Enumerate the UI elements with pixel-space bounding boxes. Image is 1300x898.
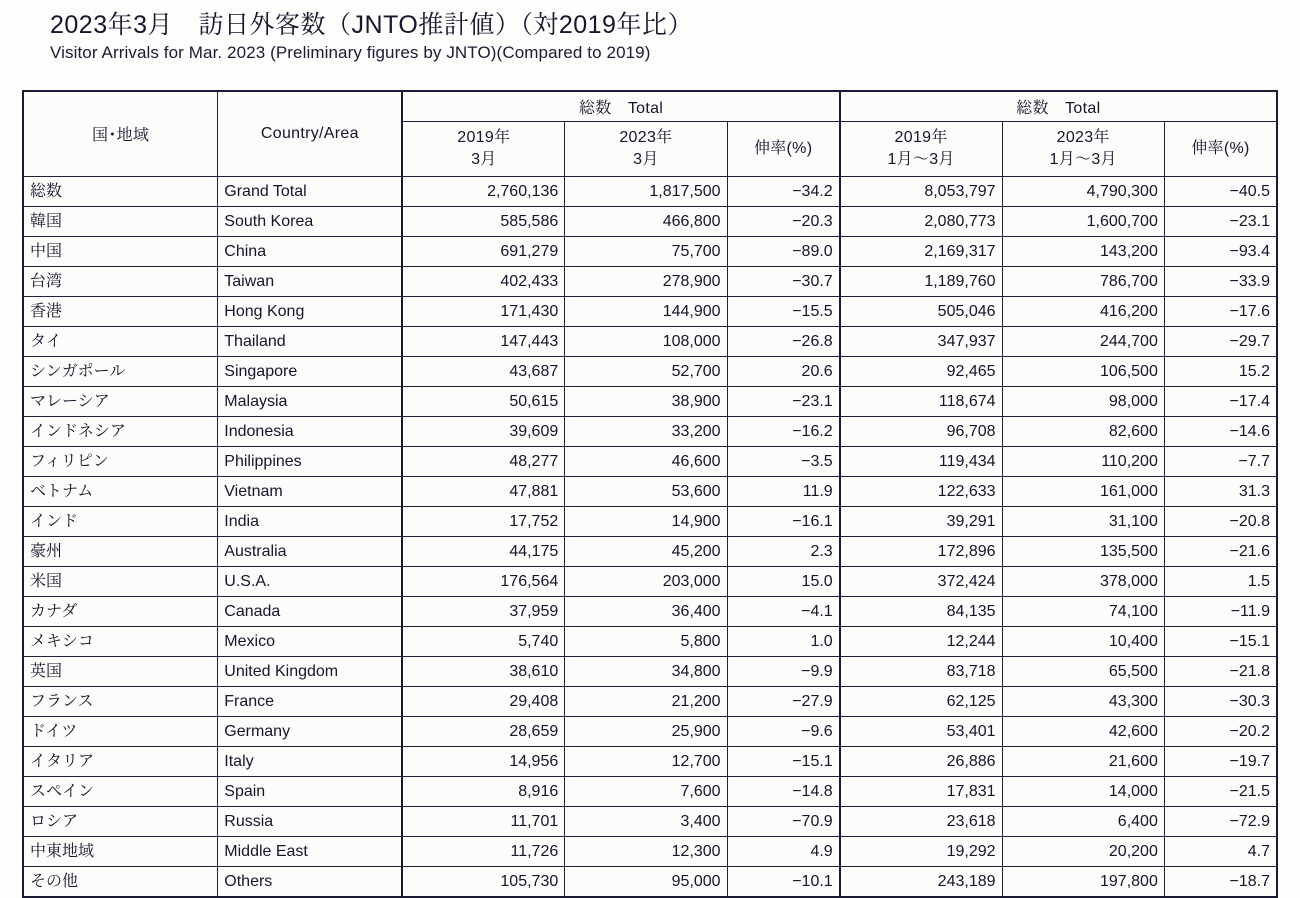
cell-2019-q1: 19,292 [840,836,1002,866]
table-row [23,716,1277,746]
cell-2023-q1: 110,200 [1002,446,1164,476]
cell-2023-q1: 135,500 [1002,536,1164,566]
cell-country-ja: その他 [23,866,218,897]
cell-2023-march: 7,600 [565,776,727,806]
header-row-groups [23,91,1277,121]
table-row [23,806,1277,836]
cell-growth-q1: −40.5 [1164,176,1277,206]
cell-2023-march: 25,900 [565,716,727,746]
visitor-arrivals-table [22,90,1278,898]
header-2023-q1-line1: 2023年 [1056,128,1110,146]
cell-2023-march: 34,800 [565,656,727,686]
cell-2019-march: 44,175 [402,536,564,566]
cell-growth-q1: −11.9 [1164,596,1277,626]
page-title-english: Visitor Arrivals for Mar. 2023 (Preliminary figures by JNTO)(Compared to 2019) [50,43,651,63]
cell-2023-q1: 4,790,300 [1002,176,1164,206]
cell-growth-q1: −72.9 [1164,806,1277,836]
cell-2019-q1: 84,135 [840,596,1002,626]
cell-growth-q1: −23.1 [1164,206,1277,236]
cell-2023-q1: 143,200 [1002,236,1164,266]
cell-country-en: Indonesia [218,416,403,446]
cell-growth-q1: −15.1 [1164,626,1277,656]
cell-2023-q1: 21,600 [1002,746,1164,776]
cell-country-ja: 米国 [23,566,218,596]
table-row [23,386,1277,416]
cell-growth-q1: −20.2 [1164,716,1277,746]
cell-country-ja: タイ [23,326,218,356]
cell-country-ja: インドネシア [23,416,218,446]
cell-2023-q1: 378,000 [1002,566,1164,596]
cell-country-en: Hong Kong [218,296,403,326]
cell-2019-march: 11,701 [402,806,564,836]
cell-country-en: Thailand [218,326,403,356]
cell-growth-q1: −17.6 [1164,296,1277,326]
header-2023-march [565,121,727,176]
cell-growth-q1: 1.5 [1164,566,1277,596]
cell-2019-q1: 83,718 [840,656,1002,686]
cell-country-en: Middle East [218,836,403,866]
cell-growth-march: −10.1 [727,866,840,897]
cell-2023-march: 33,200 [565,416,727,446]
title-block [0,0,1300,63]
cell-growth-q1: −29.7 [1164,326,1277,356]
cell-2023-march: 3,400 [565,806,727,836]
cell-country-ja: 中東地域 [23,836,218,866]
header-growth-rate-march: 伸率(%) [727,121,840,176]
cell-growth-q1: −93.4 [1164,236,1277,266]
cell-growth-march: −30.7 [727,266,840,296]
cell-growth-q1: −21.8 [1164,656,1277,686]
cell-country-en: Italy [218,746,403,776]
header-2023-q1 [1002,121,1164,176]
table-row [23,656,1277,686]
cell-country-ja: 韓国 [23,206,218,236]
cell-2019-march: 176,564 [402,566,564,596]
table-row [23,416,1277,446]
table-row [23,596,1277,626]
header-country-en: Country/Area [218,91,403,176]
cell-country-en: Canada [218,596,403,626]
cell-2019-q1: 17,831 [840,776,1002,806]
cell-growth-march: −26.8 [727,326,840,356]
cell-2019-q1: 119,434 [840,446,1002,476]
cell-2023-march: 108,000 [565,326,727,356]
cell-country-en: Malaysia [218,386,403,416]
cell-2023-march: 1,817,500 [565,176,727,206]
cell-2019-march: 2,760,136 [402,176,564,206]
cell-growth-q1: −20.8 [1164,506,1277,536]
cell-2023-q1: 197,800 [1002,866,1164,897]
cell-2019-q1: 26,886 [840,746,1002,776]
cell-2023-q1: 43,300 [1002,686,1164,716]
cell-country-en: India [218,506,403,536]
cell-growth-q1: −14.6 [1164,416,1277,446]
header-2019-march [402,121,564,176]
table-row [23,206,1277,236]
cell-2019-q1: 23,618 [840,806,1002,836]
table-row [23,176,1277,206]
cell-growth-q1: 31.3 [1164,476,1277,506]
cell-country-en: South Korea [218,206,403,236]
cell-2023-q1: 10,400 [1002,626,1164,656]
cell-growth-march: −27.9 [727,686,840,716]
cell-country-ja: ドイツ [23,716,218,746]
cell-2023-march: 52,700 [565,356,727,386]
cell-country-ja: マレーシア [23,386,218,416]
table-row [23,266,1277,296]
cell-growth-march: −15.1 [727,746,840,776]
table-row [23,356,1277,386]
cell-2023-q1: 82,600 [1002,416,1164,446]
cell-2023-march: 53,600 [565,476,727,506]
cell-growth-march: −34.2 [727,176,840,206]
cell-growth-march: 1.0 [727,626,840,656]
cell-2019-q1: 53,401 [840,716,1002,746]
cell-growth-march: 15.0 [727,566,840,596]
header-2019-march-line1: 2019年 [457,128,511,146]
cell-2019-march: 39,609 [402,416,564,446]
table-row [23,866,1277,897]
table-row [23,326,1277,356]
visitor-arrivals-table-wrapper [22,90,1278,898]
cell-2019-march: 5,740 [402,626,564,656]
cell-country-en: Mexico [218,626,403,656]
cell-growth-q1: −19.7 [1164,746,1277,776]
cell-2019-q1: 62,125 [840,686,1002,716]
cell-country-ja: カナダ [23,596,218,626]
cell-2019-q1: 372,424 [840,566,1002,596]
cell-2019-q1: 8,053,797 [840,176,1002,206]
cell-growth-q1: −33.9 [1164,266,1277,296]
cell-2023-march: 45,200 [565,536,727,566]
cell-country-en: Singapore [218,356,403,386]
cell-2023-march: 5,800 [565,626,727,656]
cell-country-ja: 香港 [23,296,218,326]
cell-growth-march: −16.1 [727,506,840,536]
cell-2019-march: 28,659 [402,716,564,746]
table-header [23,91,1277,176]
cell-growth-march: −23.1 [727,386,840,416]
header-group-march: 総数 Total [402,91,839,121]
cell-country-ja: ベトナム [23,476,218,506]
header-2023-march-line2: 3月 [633,150,659,168]
cell-country-en: United Kingdom [218,656,403,686]
cell-2019-march: 171,430 [402,296,564,326]
cell-2019-march: 43,687 [402,356,564,386]
cell-2019-q1: 2,169,317 [840,236,1002,266]
table-row [23,686,1277,716]
cell-growth-march: −70.9 [727,806,840,836]
cell-growth-march: −9.6 [727,716,840,746]
cell-country-ja: シンガポール [23,356,218,386]
table-row [23,236,1277,266]
cell-country-ja: イタリア [23,746,218,776]
table-row [23,476,1277,506]
cell-2019-march: 14,956 [402,746,564,776]
cell-2019-q1: 96,708 [840,416,1002,446]
cell-2023-march: 46,600 [565,446,727,476]
cell-country-en: Russia [218,806,403,836]
cell-country-en: Vietnam [218,476,403,506]
cell-growth-march: 11.9 [727,476,840,506]
cell-country-en: Philippines [218,446,403,476]
cell-growth-q1: −21.6 [1164,536,1277,566]
cell-2019-march: 105,730 [402,866,564,897]
cell-country-ja: インド [23,506,218,536]
cell-2023-march: 21,200 [565,686,727,716]
cell-2019-march: 147,443 [402,326,564,356]
cell-2019-march: 48,277 [402,446,564,476]
table-row [23,566,1277,596]
header-country-ja: 国･地域 [23,91,218,176]
cell-country-ja: 豪州 [23,536,218,566]
cell-growth-march: 2.3 [727,536,840,566]
cell-2019-q1: 243,189 [840,866,1002,897]
cell-growth-march: −9.9 [727,656,840,686]
header-2019-q1-line2: 1月～3月 [887,150,955,168]
cell-2023-march: 12,700 [565,746,727,776]
cell-2019-q1: 39,291 [840,506,1002,536]
cell-growth-march: −14.8 [727,776,840,806]
cell-2023-march: 203,000 [565,566,727,596]
header-2019-march-line2: 3月 [471,150,497,168]
cell-country-en: U.S.A. [218,566,403,596]
cell-2023-q1: 1,600,700 [1002,206,1164,236]
page-title-japanese: 2023年3月 訪日外客数（JNTO推計値）（対2019年比） [50,11,693,39]
cell-country-ja: 英国 [23,656,218,686]
cell-2023-march: 278,900 [565,266,727,296]
cell-2019-q1: 505,046 [840,296,1002,326]
cell-2023-march: 36,400 [565,596,727,626]
header-2019-q1-line1: 2019年 [894,128,948,146]
cell-2019-march: 691,279 [402,236,564,266]
table-row [23,506,1277,536]
cell-country-ja: フィリピン [23,446,218,476]
cell-2023-q1: 98,000 [1002,386,1164,416]
cell-2023-q1: 6,400 [1002,806,1164,836]
cell-2023-march: 95,000 [565,866,727,897]
header-group-q1: 総数 Total [840,91,1277,121]
cell-country-en: Germany [218,716,403,746]
cell-2019-march: 8,916 [402,776,564,806]
cell-2023-q1: 106,500 [1002,356,1164,386]
cell-2019-march: 29,408 [402,686,564,716]
header-2019-q1 [840,121,1002,176]
cell-country-ja: フランス [23,686,218,716]
cell-2023-march: 38,900 [565,386,727,416]
cell-growth-march: −89.0 [727,236,840,266]
cell-2023-q1: 14,000 [1002,776,1164,806]
table-row [23,296,1277,326]
header-2023-q1-line2: 1月～3月 [1049,150,1117,168]
table-row [23,746,1277,776]
cell-country-en: Spain [218,776,403,806]
cell-2019-march: 47,881 [402,476,564,506]
cell-2023-march: 75,700 [565,236,727,266]
cell-2023-march: 12,300 [565,836,727,866]
cell-country-en: France [218,686,403,716]
cell-2019-q1: 1,189,760 [840,266,1002,296]
cell-2019-q1: 347,937 [840,326,1002,356]
cell-2023-q1: 20,200 [1002,836,1164,866]
cell-2023-q1: 65,500 [1002,656,1164,686]
cell-growth-q1: −7.7 [1164,446,1277,476]
cell-2019-march: 11,726 [402,836,564,866]
cell-2023-q1: 416,200 [1002,296,1164,326]
cell-growth-march: 20.6 [727,356,840,386]
cell-country-ja: 総数 [23,176,218,206]
cell-2023-q1: 244,700 [1002,326,1164,356]
table-row [23,446,1277,476]
cell-2023-march: 144,900 [565,296,727,326]
cell-growth-march: −4.1 [727,596,840,626]
cell-2023-q1: 42,600 [1002,716,1164,746]
cell-2019-q1: 2,080,773 [840,206,1002,236]
cell-growth-q1: −17.4 [1164,386,1277,416]
cell-2019-march: 402,433 [402,266,564,296]
cell-2023-march: 14,900 [565,506,727,536]
cell-2019-q1: 172,896 [840,536,1002,566]
cell-2023-q1: 31,100 [1002,506,1164,536]
cell-country-ja: 台湾 [23,266,218,296]
cell-2019-march: 50,615 [402,386,564,416]
cell-2019-march: 585,586 [402,206,564,236]
cell-2019-q1: 92,465 [840,356,1002,386]
cell-country-en: China [218,236,403,266]
cell-growth-march: −20.3 [727,206,840,236]
cell-country-ja: ロシア [23,806,218,836]
cell-2023-q1: 74,100 [1002,596,1164,626]
table-row [23,536,1277,566]
cell-country-en: Australia [218,536,403,566]
cell-2019-q1: 118,674 [840,386,1002,416]
cell-2019-q1: 12,244 [840,626,1002,656]
cell-country-ja: スペイン [23,776,218,806]
cell-growth-q1: −30.3 [1164,686,1277,716]
cell-growth-q1: −21.5 [1164,776,1277,806]
cell-2023-q1: 161,000 [1002,476,1164,506]
cell-country-en: Taiwan [218,266,403,296]
cell-2023-q1: 786,700 [1002,266,1164,296]
cell-country-en: Grand Total [218,176,403,206]
cell-country-ja: 中国 [23,236,218,266]
cell-2019-march: 37,959 [402,596,564,626]
cell-2019-march: 38,610 [402,656,564,686]
cell-growth-q1: −18.7 [1164,866,1277,897]
table-row [23,836,1277,866]
header-2023-march-line1: 2023年 [619,128,673,146]
cell-country-en: Others [218,866,403,897]
cell-growth-march: 4.9 [727,836,840,866]
cell-growth-march: −15.5 [727,296,840,326]
cell-growth-q1: 15.2 [1164,356,1277,386]
cell-growth-q1: 4.7 [1164,836,1277,866]
table-row [23,776,1277,806]
table-body [23,176,1277,897]
cell-2019-q1: 122,633 [840,476,1002,506]
cell-2019-march: 17,752 [402,506,564,536]
cell-growth-march: −3.5 [727,446,840,476]
table-row [23,626,1277,656]
cell-2023-march: 466,800 [565,206,727,236]
cell-country-ja: メキシコ [23,626,218,656]
cell-growth-march: −16.2 [727,416,840,446]
header-growth-rate-q1: 伸率(%) [1164,121,1277,176]
